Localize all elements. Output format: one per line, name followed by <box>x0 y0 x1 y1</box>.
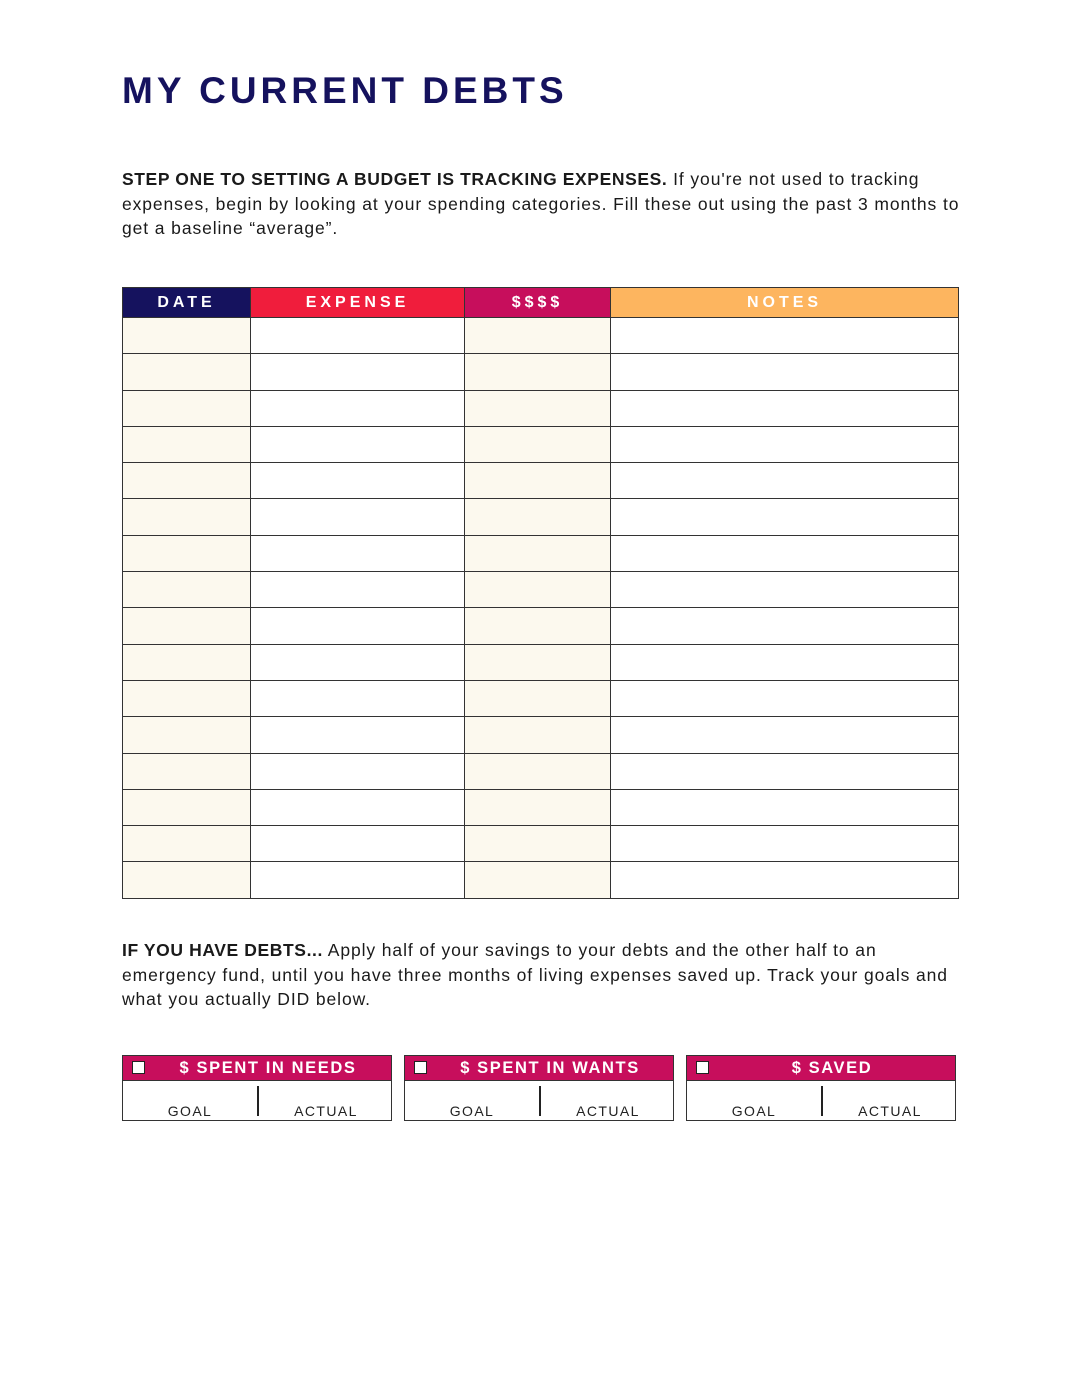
tracker-header <box>687 1056 955 1080</box>
date-cell[interactable] <box>123 572 251 608</box>
date-cell[interactable] <box>123 608 251 644</box>
amount-cell[interactable] <box>465 318 611 354</box>
needs-checkbox[interactable] <box>132 1061 145 1074</box>
amount-cell[interactable] <box>465 426 611 462</box>
table-row <box>123 354 959 390</box>
notes-cell[interactable] <box>611 572 959 608</box>
notes-cell[interactable] <box>611 426 959 462</box>
date-cell[interactable] <box>123 680 251 716</box>
table-row <box>123 463 959 499</box>
notes-cell[interactable] <box>611 789 959 825</box>
table-body <box>123 318 959 899</box>
expense-cell[interactable] <box>251 753 465 789</box>
expense-cell[interactable] <box>251 680 465 716</box>
table-row <box>123 390 959 426</box>
tracker-title: $ SPENT IN NEEDS <box>179 1059 357 1077</box>
notes-cell[interactable] <box>611 499 959 535</box>
table-row <box>123 826 959 862</box>
notes-cell[interactable] <box>611 717 959 753</box>
header-amount: $$$$ <box>465 288 611 318</box>
actual-field[interactable]: ACTUAL <box>576 1103 640 1119</box>
amount-cell[interactable] <box>465 390 611 426</box>
amount-cell[interactable] <box>465 499 611 535</box>
intro-paragraph <box>122 167 962 241</box>
tracker-body <box>405 1080 673 1121</box>
table-row <box>123 717 959 753</box>
debts-text: Apply half of your savings to your debts and the other half to an emergency fund, until you have three months of living expenses saved up. Track your goals and what you actually DID below. <box>122 940 948 1009</box>
notes-cell[interactable] <box>611 354 959 390</box>
table-row <box>123 499 959 535</box>
expense-cell[interactable] <box>251 318 465 354</box>
table-row <box>123 426 959 462</box>
expense-cell[interactable] <box>251 572 465 608</box>
amount-cell[interactable] <box>465 862 611 898</box>
table-row <box>123 318 959 354</box>
intro-lead: STEP ONE TO SETTING A BUDGET IS TRACKING EXPENSES. <box>122 169 668 189</box>
date-cell[interactable] <box>123 644 251 680</box>
expense-cell[interactable] <box>251 644 465 680</box>
tracker-wants <box>404 1055 674 1121</box>
amount-cell[interactable] <box>465 826 611 862</box>
expense-table <box>122 287 959 899</box>
header-expense: EXPENSE <box>251 288 465 318</box>
date-cell[interactable] <box>123 499 251 535</box>
tracker-title: $ SPENT IN WANTS <box>460 1059 640 1077</box>
header-date: DATE <box>123 288 251 318</box>
table-row <box>123 644 959 680</box>
table-row <box>123 535 959 571</box>
notes-cell[interactable] <box>611 862 959 898</box>
date-cell[interactable] <box>123 354 251 390</box>
date-cell[interactable] <box>123 535 251 571</box>
table-row <box>123 789 959 825</box>
notes-cell[interactable] <box>611 318 959 354</box>
amount-cell[interactable] <box>465 644 611 680</box>
goal-field[interactable]: GOAL <box>731 1103 777 1119</box>
amount-cell[interactable] <box>465 535 611 571</box>
notes-cell[interactable] <box>611 680 959 716</box>
expense-cell[interactable] <box>251 390 465 426</box>
intro-text: If you're not used to tracking expenses, begin by looking at your spending categories. Fill these out using the past 3 months to get a baseline “average”. <box>122 169 960 238</box>
saved-checkbox[interactable] <box>696 1061 709 1074</box>
tracker-needs <box>122 1055 392 1121</box>
table-row <box>123 862 959 898</box>
table-row <box>123 753 959 789</box>
amount-cell[interactable] <box>465 753 611 789</box>
notes-cell[interactable] <box>611 826 959 862</box>
amount-cell[interactable] <box>465 717 611 753</box>
amount-cell[interactable] <box>465 572 611 608</box>
table-row <box>123 680 959 716</box>
table-row <box>123 608 959 644</box>
notes-cell[interactable] <box>611 644 959 680</box>
date-cell[interactable] <box>123 753 251 789</box>
expense-cell[interactable] <box>251 463 465 499</box>
notes-cell[interactable] <box>611 390 959 426</box>
header-notes: NOTES <box>611 288 959 318</box>
amount-cell[interactable] <box>465 789 611 825</box>
notes-cell[interactable] <box>611 753 959 789</box>
expense-cell[interactable] <box>251 789 465 825</box>
date-cell[interactable] <box>123 826 251 862</box>
tracker-saved <box>686 1055 956 1121</box>
actual-field[interactable]: ACTUAL <box>858 1103 922 1119</box>
actual-field[interactable]: ACTUAL <box>294 1103 358 1119</box>
tracker-header <box>123 1056 391 1080</box>
date-cell[interactable] <box>123 789 251 825</box>
goal-field[interactable]: GOAL <box>167 1103 213 1119</box>
date-cell[interactable] <box>123 463 251 499</box>
tracker-header <box>405 1056 673 1080</box>
expense-cell[interactable] <box>251 535 465 571</box>
expense-cell[interactable] <box>251 717 465 753</box>
debts-lead: IF YOU HAVE DEBTS... <box>122 940 323 960</box>
amount-cell[interactable] <box>465 680 611 716</box>
expense-cell[interactable] <box>251 862 465 898</box>
amount-cell[interactable] <box>465 463 611 499</box>
tracker-body <box>687 1080 955 1121</box>
notes-cell[interactable] <box>611 608 959 644</box>
tracker-body <box>123 1080 391 1121</box>
wants-checkbox[interactable] <box>414 1061 427 1074</box>
expense-cell[interactable] <box>251 354 465 390</box>
date-cell[interactable] <box>123 390 251 426</box>
date-cell[interactable] <box>123 717 251 753</box>
date-cell[interactable] <box>123 862 251 898</box>
notes-cell[interactable] <box>611 463 959 499</box>
debts-paragraph <box>122 938 962 1012</box>
date-cell[interactable] <box>123 426 251 462</box>
goal-field[interactable]: GOAL <box>449 1103 495 1119</box>
table-header-row <box>123 288 959 318</box>
table-row <box>123 572 959 608</box>
notes-cell[interactable] <box>611 535 959 571</box>
date-cell[interactable] <box>123 318 251 354</box>
expense-cell[interactable] <box>251 499 465 535</box>
amount-cell[interactable] <box>465 354 611 390</box>
expense-cell[interactable] <box>251 608 465 644</box>
amount-cell[interactable] <box>465 608 611 644</box>
tracker-title: $ SAVED <box>791 1059 873 1077</box>
expense-cell[interactable] <box>251 426 465 462</box>
expense-cell[interactable] <box>251 826 465 862</box>
page-title: MY CURRENT DEBTS <box>122 70 568 111</box>
